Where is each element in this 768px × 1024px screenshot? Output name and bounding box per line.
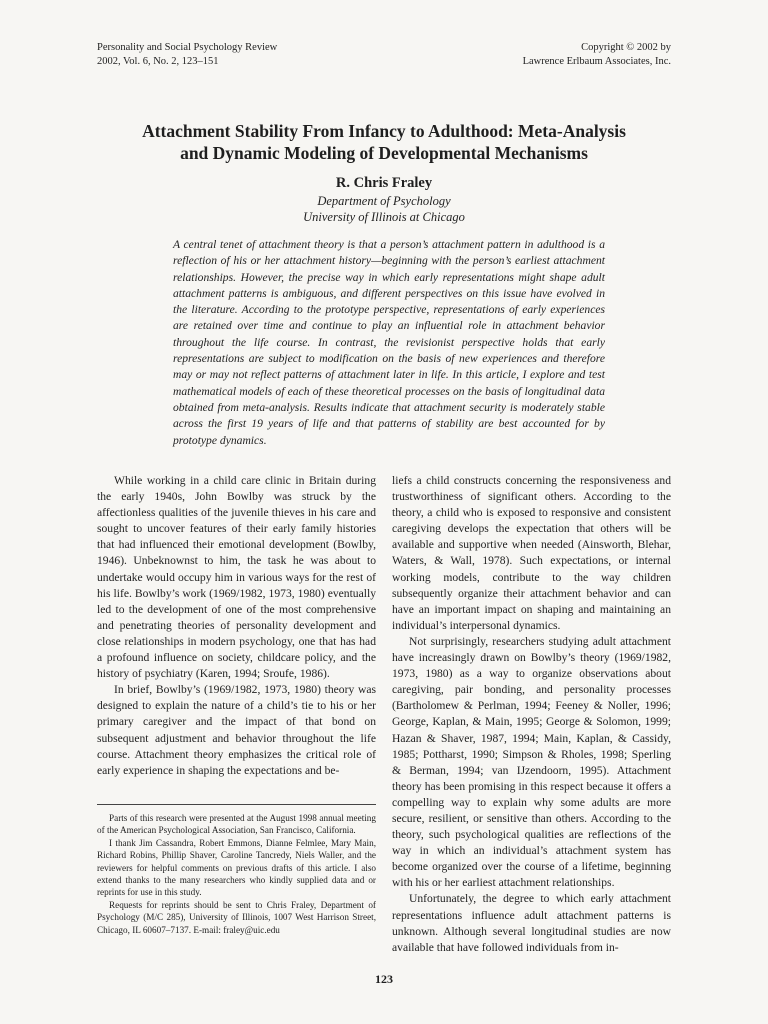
body-paragraph: Unfortunately, the degree to which early attachment representations influence adult attachment patterns is unknown. Although several longitudinal studies are now available that have followed individuals from in- bbox=[392, 892, 671, 954]
body-paragraph: liefs a child constructs concerning the responsiveness and trustworthiness of significant others. According to the theory, a child who is exposed to responsive and consistent caregiving develops the expectation that others will be available and supportive when needed (Ainsworth, Blehar, Waters, & Wall, 1978). Such expectations, or internal working models, contribute to the way children subsequently organize their attachment behavior and can have an important impact on shaping and maintaining an individual’s interpersonal dynamics. bbox=[392, 474, 671, 632]
abstract: A central tenet of attachment theory is that a person’s attachment pattern in adulthood is a reflection of his or her attachment history—beginning with the person’s earliest attachment relationships. However, the precise way in which early representations might shape adult attachment patterns is ambiguous, and different perspectives on this issue have evolved in the literature. According to the prototype perspective, representations of early experiences are retained over time and continue to play an influential role in attachment behavior throughout the life course. In contrast, the revisionist perspective holds that early representations are subject to modification on the basis of new experiences and therefore may or may not reflect patterns of attachment later in life. In this article, I explore and test mathematical models of each of these theoretical processes on the basis of longitudinal data obtained from meta-analysis. Results indicate that attachment security is moderately stable across the first 19 years of life and that patterns of stability are best accounted for by prototype dynamics. bbox=[173, 238, 605, 447]
title-line-1: Attachment Stability From Infancy to Adulthood: Meta-Analysis bbox=[142, 121, 626, 141]
footnote: I thank Jim Cassandra, Robert Emmons, Dianne Felmlee, Mary Main, Richard Robins, Phillip Shaver, Caroline Tancredy, Niels Waller, and the reviewers for helpful comments on previous drafts of this article. I also extend thanks to the many researchers who kindly supplied data and or reprints for use in this study. bbox=[97, 837, 376, 898]
footnote: Requests for reprints should be sent to Chris Fraley, Department of Psychology (M/C 285), University of Illinois, 1007 West Harrison Street, Chicago, IL 60607–7137. E-mail: fraley@uic.edu bbox=[97, 899, 376, 935]
body-paragraph: While working in a child care clinic in Britain during the early 1940s, John Bowlby was struck by the affectionless qualities of the juvenile thieves in his care and sought to uncover features of their early family histories that had influenced their emotional development (Bowlby, 1946). Unbeknownst to him, the task he was about to undertake would occupy him in various ways for the rest of his life. Bowlby’s work (1969/1982, 1973, 1980) eventually led to the development of one of the most comprehensive and penetrating theories of personality development and close relationships in modern psychology, one that has had a profound influence on society, childcare policy, and the history of psychiatry (Karen, 1994; Sroufe, 1986). bbox=[97, 474, 376, 681]
page-number: 123 bbox=[375, 972, 393, 986]
footnote-divider bbox=[97, 804, 376, 805]
article-title bbox=[97, 120, 671, 164]
body-column-right bbox=[392, 473, 671, 956]
title-line-2: and Dynamic Modeling of Developmental Mechanisms bbox=[180, 143, 588, 163]
body-paragraph: In brief, Bowlby’s (1969/1982, 1973, 1980) theory was designed to explain the nature of a child’s tie to his or her primary caregiver and the impact of that bond on subsequent adjustment and behavior throughout the life course. Attachment theory emphasizes the critical role of early experience in shaping the expectations and be- bbox=[97, 683, 376, 777]
footnote: Parts of this research were presented at the August 1998 annual meeting of the American Psychological Association, San Francisco, California. bbox=[97, 813, 376, 836]
copyright-line: Copyright © 2002 by bbox=[581, 42, 671, 53]
author-affiliation bbox=[97, 193, 671, 225]
department: Department of Psychology bbox=[317, 194, 451, 208]
journal-header bbox=[97, 41, 277, 69]
footnotes bbox=[97, 812, 376, 936]
copyright-header bbox=[523, 41, 671, 69]
university: University of Illinois at Chicago bbox=[303, 210, 465, 224]
publisher-name: Lawrence Erlbaum Associates, Inc. bbox=[522, 56, 671, 67]
body-paragraph: Not surprisingly, researchers studying adult attachment have increasingly drawn on Bowlby’s theory (1969/1982, 1973, 1980) as a way to organize observations about caregiving, pair bonding, and personality processes (Bartholomew & Perlman, 1994; Feeney & Noller, 1996; George, Kaplan, & Main, 1995; George & Solomon, 1999; Hazan & Shaver, 1987, 1994; Main, Kaplan, & Cassidy, 1985; Pottharst, 1990; Simpson & Rholes, 1998; Sperling & Berman, 1994; van IJzendoorn, 1995). Attachment theory has been promising in this respect because it offers a compelling way to explain why some adults are more secure, resilient, or sensitive than others. According to the theory, such psychological qualities are reflections of the way in which an individual’s attachment system has become organized over the course of a lifetime, beginning with his or her earliest attachment relationships. bbox=[392, 634, 671, 890]
body-column-left bbox=[97, 473, 376, 779]
journal-citation: 2002, Vol. 6, No. 2, 123–151 bbox=[97, 56, 219, 67]
journal-name: Personality and Social Psychology Review bbox=[97, 42, 278, 53]
author-name: R. Chris Fraley bbox=[335, 175, 433, 191]
